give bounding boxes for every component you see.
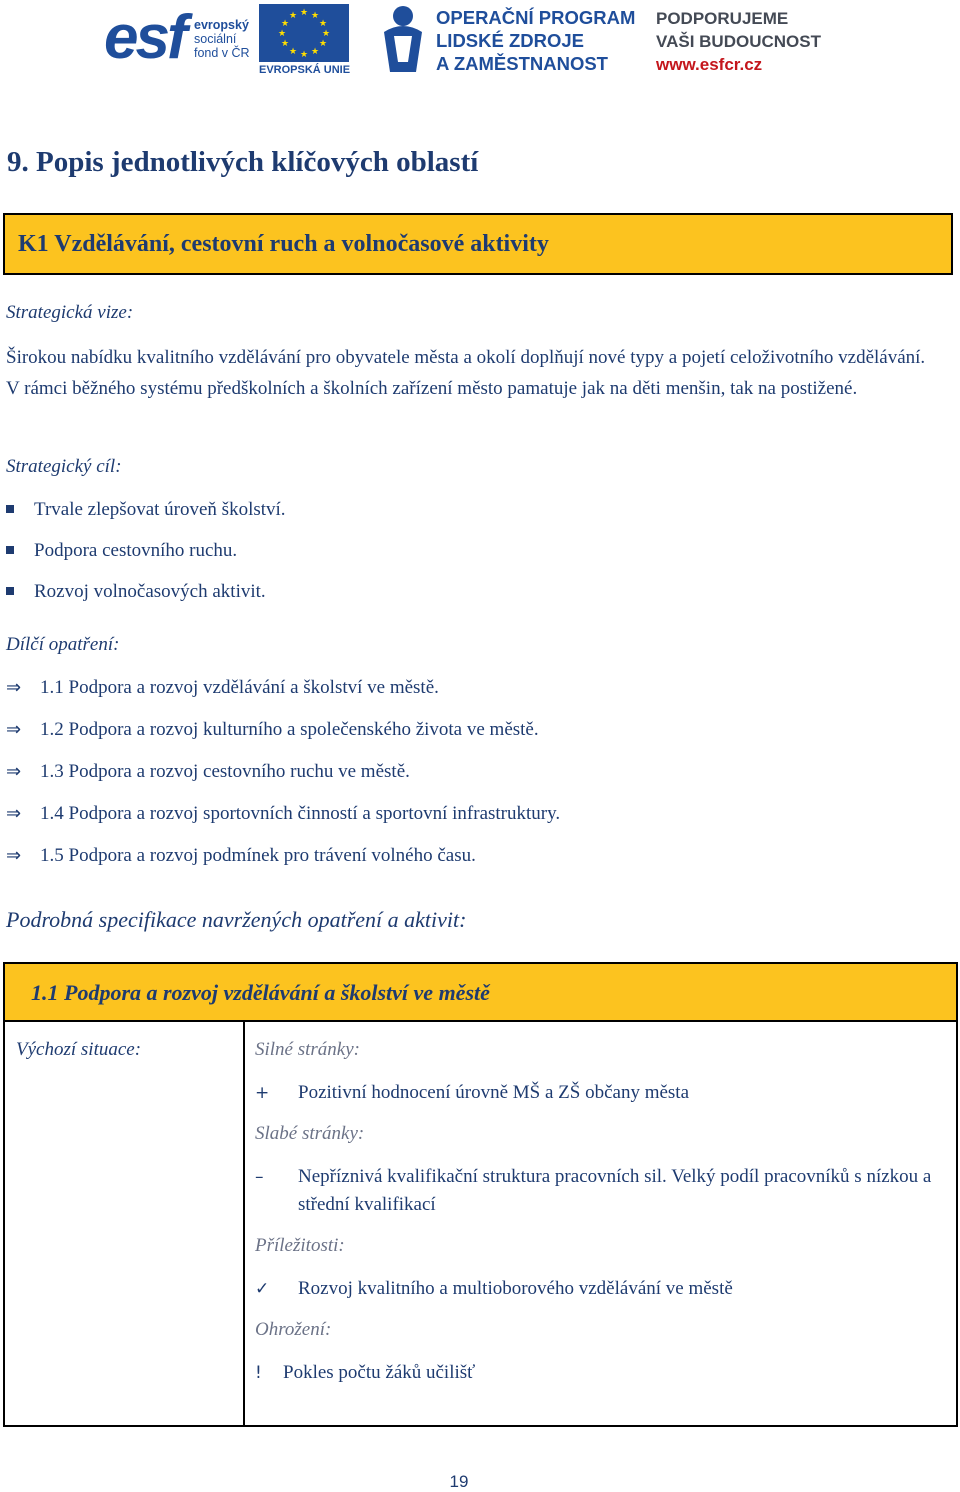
weakness-text: Nepříznivá kvalifikační struktura pracovních sil. Velký podíl pracovníků s nízkou a střední kvalifikací	[298, 1166, 932, 1215]
initial-situation-label: Výchozí situace:	[16, 1039, 142, 1060]
op-program-text	[436, 6, 636, 75]
slogan-line-2: VAŠI BUDOUCNOST	[656, 32, 821, 51]
measure-1-1-table	[3, 962, 958, 1427]
esf-logo-text	[194, 18, 262, 60]
table-header	[5, 964, 956, 1022]
implies-arrow-icon: ⇒	[6, 803, 22, 824]
strength-item	[255, 1079, 955, 1107]
measure-text: 1.4 Podpora a rozvoj sportovních činností a sportovní infrastruktury.	[40, 803, 561, 824]
svg-text:★: ★	[280, 39, 290, 49]
goal-list	[6, 496, 286, 619]
implies-arrow-icon: ⇒	[6, 845, 22, 866]
list-item	[6, 758, 560, 800]
bullet-square-icon	[6, 587, 14, 595]
list-item	[6, 800, 560, 842]
goal-heading: Strategický cíl:	[6, 456, 122, 477]
op-line-3: A ZAMĚSTNANOST	[436, 53, 608, 74]
minus-icon: –	[255, 1167, 264, 1187]
checkmark-icon: ✓	[255, 1279, 270, 1299]
list-item	[6, 716, 560, 758]
opportunities-label: Příležitosti:	[255, 1235, 345, 1256]
bullet-square-icon	[6, 546, 14, 554]
page-number: 19	[449, 1472, 469, 1491]
svg-text:★: ★	[299, 8, 309, 18]
chapter-title: 9. Popis jednotlivých klíčových oblastí	[7, 146, 479, 178]
svg-text:★: ★	[299, 50, 309, 60]
measures-heading: Dílčí opatření:	[6, 634, 120, 655]
vision-heading: Strategická vize:	[6, 302, 134, 323]
plus-icon: +	[255, 1083, 270, 1103]
eu-logo-caption: EVROPSKÁ UNIE	[259, 64, 351, 76]
svg-text:★: ★	[310, 11, 320, 21]
threats-label: Ohrožení:	[255, 1319, 332, 1340]
svg-text:★: ★	[288, 47, 298, 57]
weaknesses-label: Slabé stránky:	[255, 1123, 365, 1144]
svg-text:★: ★	[321, 29, 331, 39]
list-item	[6, 578, 286, 619]
list-item	[6, 674, 560, 716]
implies-arrow-icon: ⇒	[6, 677, 22, 698]
strengths-label: Silné stránky:	[255, 1039, 361, 1060]
op-program-logo-icon	[376, 2, 430, 74]
svg-text:★: ★	[318, 19, 328, 29]
opportunity-text: Rozvoj kvalitního a multioborového vzdělávání ve městě	[298, 1278, 733, 1299]
vision-text: Širokou nabídku kvalitního vzdělávání pro obyvatele města a okolí doplňují nové typy a pojetí celoživotního vzdělávání. V rámci běžného systému předškolních a školních zařízení město pamatuje jak na děti menšin, tak na postižené.	[6, 347, 926, 399]
svg-text:★: ★	[277, 29, 287, 39]
esf-line-1: evropský	[194, 18, 249, 32]
table-column-divider	[243, 1022, 245, 1425]
support-slogan	[656, 7, 828, 76]
k1-title-box	[3, 213, 953, 275]
op-line-2: LIDSKÉ ZDROJE	[436, 30, 585, 51]
svg-text:★: ★	[288, 11, 298, 21]
measures-list	[6, 674, 560, 884]
list-item	[6, 842, 560, 884]
opportunity-item	[255, 1275, 955, 1303]
header-logo-bar	[104, 0, 828, 78]
esf-line-2: sociální	[194, 32, 237, 46]
implies-arrow-icon: ⇒	[6, 719, 22, 740]
weakness-item	[255, 1163, 955, 1219]
eu-flag-icon	[259, 4, 349, 62]
svg-text:★: ★	[310, 47, 320, 57]
goal-text: Podpora cestovního ruchu.	[34, 540, 238, 561]
strength-text: Pozitivní hodnocení úrovně MŠ a ZŠ občany města	[298, 1082, 690, 1103]
slogan-line-1: PODPORUJEME	[656, 9, 789, 28]
list-item	[6, 496, 286, 537]
measure-text: 1.1 Podpora a rozvoj vzdělávání a školství ve městě.	[40, 677, 439, 698]
svg-text:★: ★	[280, 19, 290, 29]
esf-website-link[interactable]: www.esfcr.cz	[656, 55, 763, 74]
esf-logo-icon: esf	[104, 3, 185, 72]
table-title: 1.1 Podpora a rozvoj vzdělávání a školství ve městě	[31, 980, 490, 1005]
k1-title: K1 Vzdělávání, cestovní ruch a volnočasové aktivity	[18, 231, 549, 257]
measure-text: 1.3 Podpora a rozvoj cestovního ruchu ve městě.	[40, 761, 410, 782]
implies-arrow-icon: ⇒	[6, 761, 22, 782]
list-item	[6, 537, 286, 578]
op-line-1: OPERAČNÍ PROGRAM	[436, 7, 636, 28]
goal-text: Rozvoj volnočasových aktivit.	[34, 581, 266, 602]
bullet-square-icon	[6, 505, 14, 513]
specification-heading: Podrobná specifikace navržených opatření a aktivit:	[6, 907, 467, 932]
measure-text: 1.2 Podpora a rozvoj kulturního a společenského života ve městě.	[40, 719, 539, 740]
threat-text: Pokles počtu žáků učilišť	[283, 1362, 476, 1383]
svg-text:★: ★	[318, 39, 328, 49]
exclamation-icon: !	[255, 1363, 262, 1383]
measure-text: 1.5 Podpora a rozvoj podmínek pro trávení volného času.	[40, 845, 476, 866]
esf-line-3: fond v ČR	[194, 46, 250, 60]
threat-item	[255, 1359, 955, 1387]
goal-text: Trvale zlepšovat úroveň školství.	[34, 499, 286, 520]
